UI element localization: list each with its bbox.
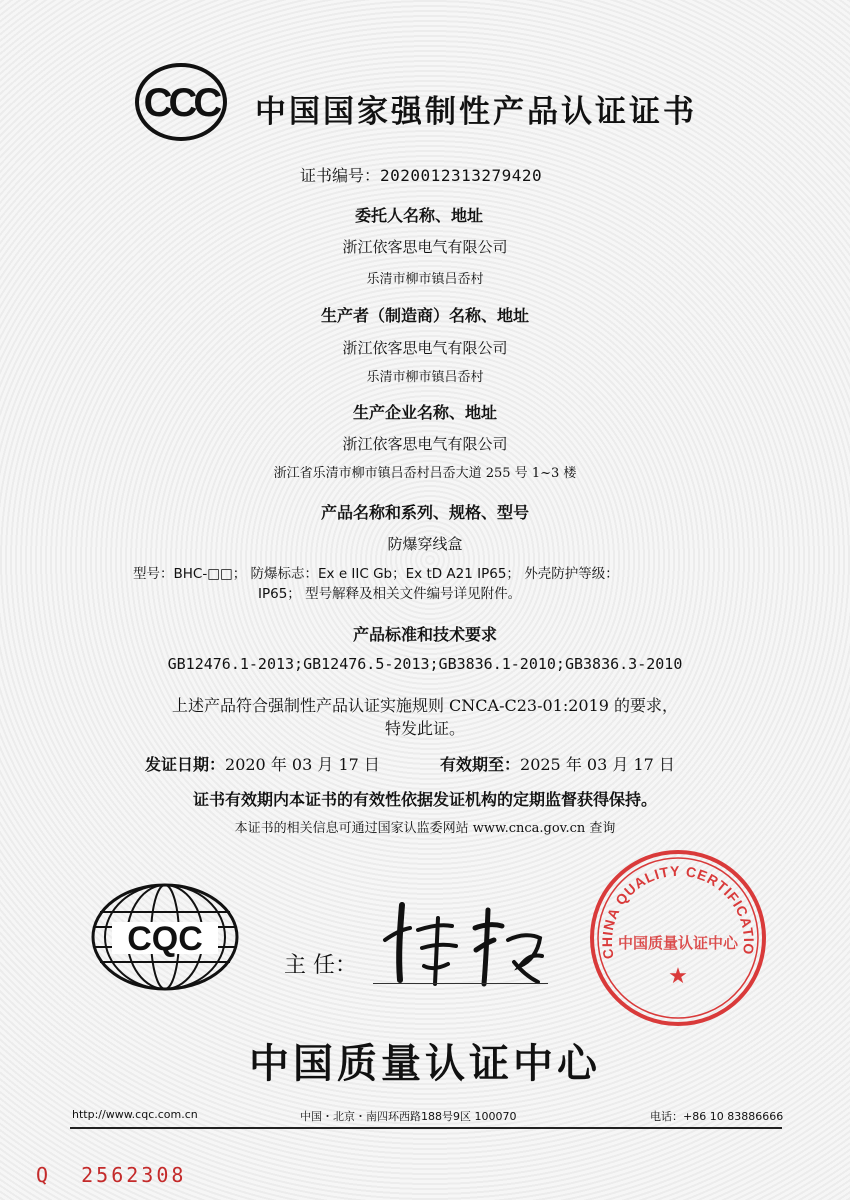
official-seal — [582, 835, 768, 1028]
seal-star-icon: ★ — [668, 964, 688, 989]
factory-heading: 生产企业名称、地址 — [352, 403, 497, 422]
cqc-logo-text: CQC — [127, 920, 203, 958]
factory-name: 浙江依客思电气有限公司 — [342, 435, 508, 453]
ccc-logo — [135, 63, 227, 141]
standards-list: GB12476.1-2013;GB12476.5-2013;GB3836.1-2010;GB3836.3-2010 — [167, 655, 683, 673]
entrust-name: 浙江依客思电气有限公司 — [342, 238, 508, 256]
signature-line — [373, 983, 548, 984]
factory-address: 浙江省乐清市柳市镇吕岙村吕岙大道 255 号 1~3 楼 — [273, 466, 577, 481]
footer-url: http://www.cqc.com.cn — [72, 1108, 198, 1121]
producer-address: 乐清市柳市镇吕岙村 — [366, 370, 484, 385]
issue-date-value: 2020 年 03 月 17 日 — [225, 755, 380, 774]
serial-number — [36, 1163, 186, 1187]
serial-prefix: Q — [36, 1163, 52, 1187]
issue-date-label: 发证日期： — [145, 755, 226, 774]
producer-heading: 生产者（制造商）名称、地址 — [320, 306, 529, 325]
ccc-logo-text: CCC — [143, 81, 219, 125]
certificate-number — [300, 163, 542, 186]
organization-name: 中国质量认证中心 — [249, 1041, 601, 1087]
director-label: 主 任： — [284, 953, 357, 978]
conformity-statement-end: 特发此证。 — [384, 719, 465, 738]
expiry-date — [440, 752, 675, 775]
seal-text-english: CHINA QUALITY CERTIFICATION CENTRE — [582, 835, 758, 961]
footer-address: 中国・北京・南四环西路188号9区 100070 — [300, 1110, 517, 1123]
certificate-number-label: 证书编号： — [300, 166, 381, 185]
entrust-address: 乐清市柳市镇吕岙村 — [366, 272, 484, 287]
footer-divider — [70, 1127, 782, 1129]
model-line-1: 型号：BHC-□□； 防爆标志：Ex e IIC Gb；Ex tD A21 IP65； 外壳防护等级： — [133, 566, 619, 582]
conformity-statement: 上述产品符合强制性产品认证实施规则 CNCA-C23-01:2019 的要求， — [171, 696, 679, 715]
product-name: 防爆穿线盒 — [387, 535, 463, 553]
seal-text-chinese: 中国质量认证中心 — [617, 934, 739, 952]
serial-value: 2562308 — [81, 1163, 187, 1187]
expiry-date-label: 有效期至： — [440, 755, 521, 774]
validity-note: 证书有效期内本证书的有效性依据发证机构的定期监督获得保持。 — [192, 790, 657, 809]
footer-phone: 电话：+86 10 83886666 — [650, 1110, 784, 1123]
product-heading: 产品名称和系列、规格、型号 — [320, 503, 529, 522]
issue-date — [145, 752, 380, 775]
certificate-number-value: 2020012313279420 — [380, 166, 543, 185]
certificate-title: 中国国家强制性产品认证证书 — [255, 94, 697, 130]
entrust-heading: 委托人名称、地址 — [354, 206, 483, 225]
standards-heading: 产品标准和技术要求 — [352, 625, 497, 644]
expiry-date-value: 2025 年 03 月 17 日 — [520, 755, 675, 774]
cqc-logo — [90, 882, 240, 992]
director-signature — [380, 900, 560, 990]
producer-name: 浙江依客思电气有限公司 — [342, 339, 508, 357]
query-note: 本证书的相关信息可通过国家认监委网站 www.cnca.gov.cn 查询 — [234, 821, 616, 836]
model-line-2: IP65； 型号解释及相关文件编号详见附件。 — [258, 586, 522, 602]
